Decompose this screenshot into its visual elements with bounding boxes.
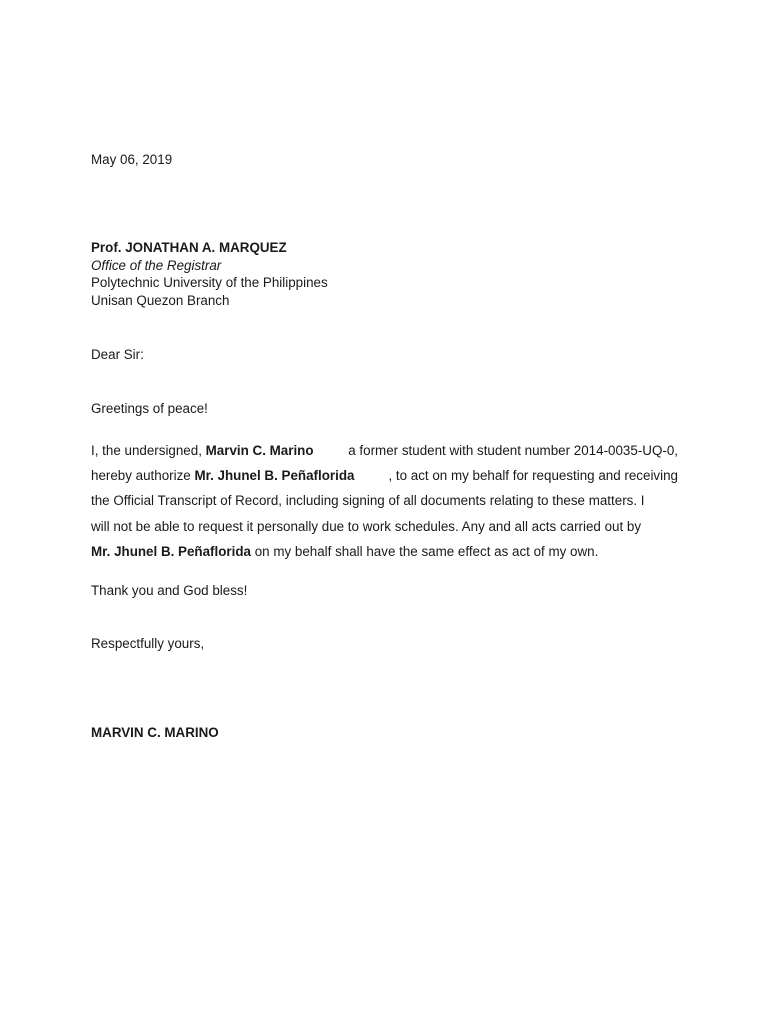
body-text: the Official Transcript of Record, including signing of all documents relating to these matters. I: [91, 493, 645, 509]
letter-body: [91, 438, 678, 564]
recipient-institution: Polytechnic University of the Philippines: [91, 275, 328, 291]
body-line-5: [91, 539, 678, 564]
body-text: on my behalf shall have the same effect as act of my own.: [250, 543, 599, 559]
recipient-office: Office of the Registrar: [91, 257, 222, 273]
student-name: Marvin C. Marino: [205, 443, 314, 458]
body-line-4: [91, 514, 678, 539]
letter-date: May 06, 2019: [91, 152, 173, 167]
recipient-name: Prof. JONATHAN A. MARQUEZ: [91, 240, 287, 255]
thanks-line: Thank you and God bless!: [91, 583, 248, 598]
body-text: I, the undersigned, Marvin C. Marino: [91, 443, 314, 458]
recipient-block: [91, 239, 328, 310]
authorized-person-name: Mr. Jhunel B. Peñaflorida: [194, 468, 355, 484]
salutation: Dear Sir:: [91, 347, 144, 362]
body-text: will not be able to request it personally due to work schedules. Any and all acts carried out by: [91, 518, 642, 534]
body-line-2: [91, 463, 678, 488]
body-line-3: [91, 488, 678, 513]
closing-line: Respectfully yours,: [91, 636, 205, 651]
body-text: a former student with student number 2014-0035-UQ-0,: [344, 443, 678, 458]
greeting: Greetings of peace!: [91, 401, 208, 416]
body-text: hereby authorize Mr. Jhunel B. Peñaflorida: [91, 468, 355, 484]
body-text: , to act on my behalf for requesting and receiving: [388, 468, 678, 484]
body-line-1: [91, 438, 678, 463]
authorized-person-name: Mr. Jhunel B. Peñaflorida: [91, 543, 251, 559]
signature-name: MARVIN C. MARINO: [91, 725, 219, 740]
recipient-branch: Unisan Quezon Branch: [91, 293, 230, 309]
